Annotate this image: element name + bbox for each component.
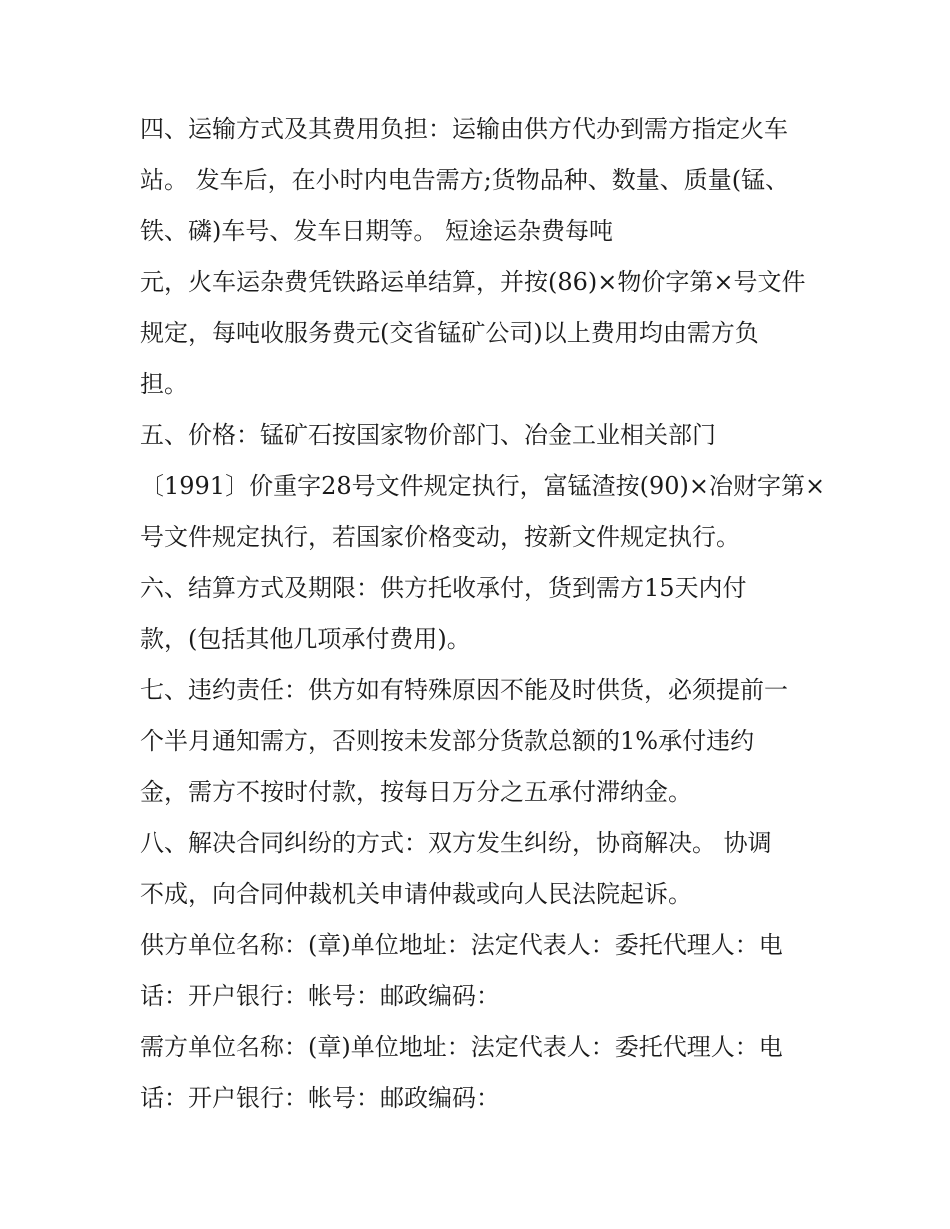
text-line-dispute-heading: 八、解决合同纠纷的方式：双方发生纠纷，协商解决。 协调: [140, 829, 772, 857]
text-line-transport-notice: 站。 发车后，在小时内电告需方;货物品种、数量、质量(锰、: [140, 166, 790, 194]
text-line-liability-notice: 个半月通知需方，否则按未发部分货款总额的1%承付违约: [140, 727, 755, 755]
text-line-supplier-bank: 话：开户银行：帐号：邮政编码：: [140, 982, 500, 1010]
document-body: [140, 104, 830, 1124]
text-line-liability-heading: 七、违约责任：供方如有特殊原因不能及时供货，必须提前一: [140, 676, 788, 704]
text-line-transport-heading: 四、运输方式及其费用负担：运输由供方代办到需方指定火车: [140, 115, 788, 143]
text-line-price-change: 号文件规定执行，若国家价格变动，按新文件规定执行。: [140, 523, 740, 551]
text-line-burden: 担。: [140, 370, 188, 398]
text-line-supplier-info: 供方单位名称：(章)单位地址：法定代表人：委托代理人：电: [140, 931, 783, 959]
text-line-buyer-bank: 话：开户银行：帐号：邮政编码：: [140, 1084, 500, 1112]
text-line-settlement-heading: 六、结算方式及期限：供方托收承付，货到需方15天内付: [140, 574, 747, 602]
text-line-transport-details: 铁、磷)车号、发车日期等。 短途运杂费每吨: [140, 217, 613, 245]
text-line-liability-late-fee: 金，需方不按时付款，按每日万分之五承付滞纳金。: [140, 778, 692, 806]
text-line-service-fee: 规定，每吨收服务费元(交省锰矿公司)以上费用均由需方负: [140, 319, 759, 347]
text-line-buyer-info: 需方单位名称：(章)单位地址：法定代表人：委托代理人：电: [140, 1033, 783, 1061]
text-line-dispute-arbitration: 不成，向合同仲裁机关申请仲裁或向人民法院起诉。: [140, 880, 692, 908]
text-line-price-doc: 〔1991〕价重字28号文件规定执行，富锰渣按(90)×冶财字第×: [140, 472, 826, 500]
text-line-settlement-detail: 款，(包括其他几项承付费用)。: [140, 625, 471, 653]
text-line-rail-fees: 元，火车运杂费凭铁路运单结算，并按(86)×物价字第×号文件: [140, 268, 806, 296]
text-line-price-heading: 五、价格：锰矿石按国家物价部门、冶金工业相关部门: [140, 421, 716, 449]
